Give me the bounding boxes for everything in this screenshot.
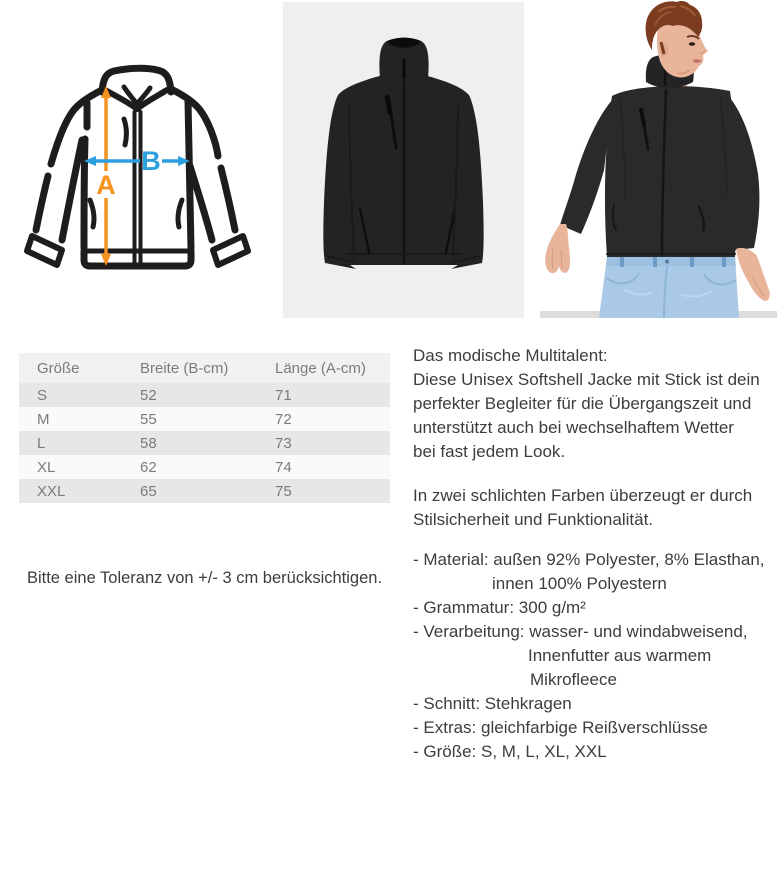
size-row-m — [19, 407, 390, 431]
description-paragraph-2 — [413, 484, 777, 532]
table-cell: XL — [37, 458, 56, 476]
detail-schnitt: - Schnitt: Stehkragen — [413, 694, 572, 713]
description-line: unterstützt auch bei wechselhaftem Wetter — [413, 418, 734, 437]
description-intro: Das modische Multitalent: — [413, 346, 608, 365]
size-table-header-row — [19, 353, 390, 383]
description-line: Diese Unisex Softshell Jacke mit Stick ist dein — [413, 370, 760, 389]
description-line: bei fast jedem Look. — [413, 442, 566, 461]
measurement-label-a: A — [96, 170, 116, 200]
detail-extras: - Extras: gleichfarbige Reißverschlüsse — [413, 718, 708, 737]
header-groesse: Größe — [37, 359, 80, 377]
table-cell: S — [37, 386, 48, 404]
detail-groessen: - Größe: S, M, L, XL, XXL — [413, 742, 607, 761]
table-cell: 58 — [140, 434, 157, 452]
header-laenge: Länge (A-cm) — [275, 359, 366, 377]
jacket-outline-icon — [27, 68, 248, 266]
table-cell: 55 — [140, 410, 157, 428]
jacket-model-photo — [540, 0, 777, 318]
size-row-l — [19, 431, 390, 455]
table-cell: 72 — [275, 410, 292, 428]
size-row-s — [19, 383, 390, 407]
detail-material: - Material: außen 92% Polyester, 8% Elasthan, — [413, 550, 765, 569]
size-row-xl — [19, 455, 390, 479]
description-line: Stilsicherheit und Funktionalität. — [413, 510, 654, 529]
table-cell: 71 — [275, 386, 292, 404]
header-breite: Breite (B-cm) — [140, 359, 229, 377]
description-line: perfekter Begleiter für die Übergangszeit und — [413, 394, 752, 413]
jacket-flat-photo — [283, 2, 524, 318]
description-paragraph-1 — [413, 368, 777, 464]
description-line: In zwei schlichten Farben überzeugt er durch — [413, 486, 753, 505]
tolerance-note: Bitte eine Toleranz von +/- 3 cm berücksichtigen. — [26, 569, 383, 587]
detail-material-cont: innen 100% Polyestern — [492, 574, 667, 593]
table-cell: 74 — [275, 458, 292, 476]
table-cell: XXL — [37, 482, 66, 500]
table-cell: 65 — [140, 482, 157, 500]
detail-verarbeitung-cont: Innenfutter aus warmem — [528, 646, 712, 665]
detail-grammatur: - Grammatur: 300 g/m² — [413, 598, 586, 617]
size-table — [19, 353, 390, 503]
size-row-xxl — [19, 479, 390, 503]
product-photo-model — [540, 0, 777, 318]
length-arrow-a — [96, 86, 116, 266]
product-photo-flat — [283, 2, 524, 318]
product-description — [413, 344, 777, 764]
size-diagram-image — [20, 55, 270, 285]
table-cell: 73 — [275, 434, 292, 452]
jacket-measurement-diagram — [20, 55, 270, 285]
product-details-list — [413, 548, 777, 764]
table-cell: 75 — [275, 482, 292, 500]
table-cell: 62 — [140, 458, 157, 476]
measurement-label-b: B — [141, 146, 161, 176]
table-cell: M — [37, 410, 50, 428]
detail-verarbeitung: - Verarbeitung: wasser- und windabweisend, — [413, 622, 748, 641]
detail-verarbeitung-cont2: Mikrofleece — [530, 670, 617, 689]
table-cell: L — [37, 434, 46, 452]
table-cell: 52 — [140, 386, 157, 404]
